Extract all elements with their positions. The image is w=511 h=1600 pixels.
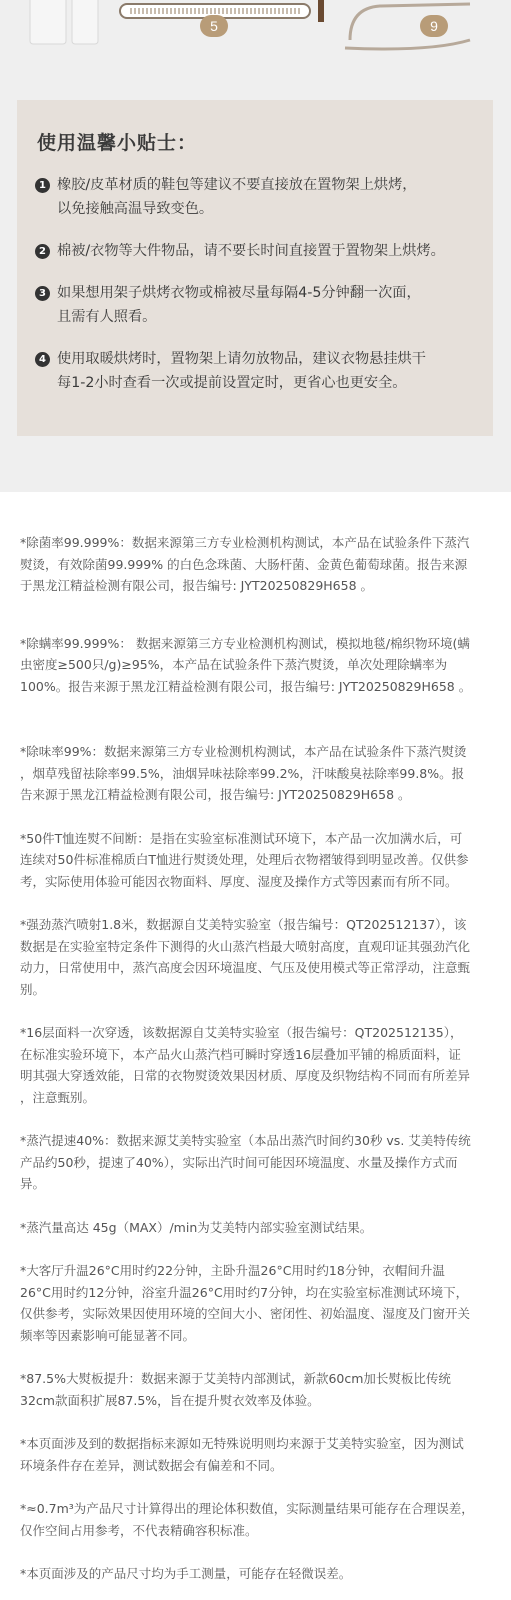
disclaimer-note-line: 明其强大穿透效能，日常的衣物熨烫效果因材质、厚度及织物结构不同而有所差异 xyxy=(20,1068,471,1083)
disclaimer-note-line: *本页面涉及到的数据指标来源如无特殊说明则均来源于艾美特实验室，因为测试 xyxy=(20,1436,464,1451)
disclaimer-note-line: 数据是在实验室特定条件下测得的火山蒸汽档最大喷射高度，直观印证其强劲汽化 xyxy=(20,938,471,954)
disclaimer-note xyxy=(20,1260,491,1346)
curved-rack xyxy=(350,4,470,40)
disclaimer-notes xyxy=(0,492,511,1585)
disclaimer-note-line: 异。 xyxy=(20,1176,46,1191)
disclaimer-note-line: 虫密度≥500只/g)≥95%，本产品在试验条件下蒸汽熨烫，单次处理除螨率为 xyxy=(20,657,448,672)
product-box-left-2 xyxy=(72,0,98,44)
disclaimer-note-line: ，注意甄别。 xyxy=(20,1089,96,1105)
disclaimer-note-line: ，烟草残留祛除率99.5%，油烟异味祛除率99.2%，汗味酸臭祛除率99.8%。报 xyxy=(20,765,465,781)
disclaimer-note-line: 熨烫，有效除菌99.999% 的白色念珠菌、大肠杆菌、金黄色葡萄球菌。报告来源 xyxy=(20,556,468,572)
tip-number-badge: 1 xyxy=(35,178,50,193)
tip-text-line: 如果想用架子烘烤衣物或棉被尽量每隔4-5分钟翻一次面， xyxy=(57,285,421,301)
tip-number-badge: 2 xyxy=(35,244,50,259)
disclaimer-note xyxy=(20,741,491,806)
tip-number-badge: 4 xyxy=(35,352,50,367)
product-box-left xyxy=(30,0,66,44)
disclaimer-note-line: 频率等因素影响可能显著不同。 xyxy=(20,1327,196,1343)
tip-item xyxy=(35,347,473,395)
disclaimer-note-line: *本页面涉及的产品尺寸均为手工测量，可能存在轻微误差。 xyxy=(20,1566,352,1581)
disclaimer-note-line: 26°C用时约12分钟，浴室升温26°C用时约7分钟，均在实验室标准测试环境下， xyxy=(20,1284,469,1300)
product-thumbnail-strip xyxy=(0,0,511,60)
disclaimer-note-line: 告来源于黑龙江精益检测有限公司，报告编号: JYT20250829H658 。 xyxy=(20,787,411,802)
tip-item xyxy=(35,239,473,263)
tip-text-line: 且需有人照看。 xyxy=(57,309,157,325)
disclaimer-note-line: *50件T恤连熨不间断：是指在实验室标准测试环境下，本产品一次加满水后，可 xyxy=(20,830,463,846)
tips-list xyxy=(35,173,473,395)
disclaimer-note-line: *蒸汽提速40%：数据来源艾美特实验室（本品出蒸汽时间约30秒 vs. 艾美特传统 xyxy=(20,1133,471,1148)
tips-section xyxy=(0,0,511,492)
disclaimer-note xyxy=(20,1498,491,1541)
tip-item xyxy=(35,173,473,221)
tip-text-line: 棉被/衣物等大件物品，请不要长时间直接置于置物架上烘烤。 xyxy=(57,243,445,259)
disclaimer-note xyxy=(20,1433,491,1476)
tip-text-line: 以免接触高温导致变色。 xyxy=(57,201,214,217)
disclaimer-note-line: 连续对50件标准棉质白T恤进行熨烫处理，处理后衣物褶皱得到明显改善。仅供参 xyxy=(20,852,469,867)
disclaimer-note-line: 在标准实验环境下，本产品火山蒸汽档可瞬时穿透16层叠加平铺的棉质面料，证 xyxy=(20,1046,461,1062)
disclaimer-note-line: 32cm款面积扩展87.5%，旨在提升熨衣效率及体验。 xyxy=(20,1392,320,1408)
disclaimer-note xyxy=(20,1368,491,1411)
disclaimer-note-line: *16层面料一次穿透，该数据源自艾美特实验室（报告编号：QT202512135）， xyxy=(20,1025,463,1040)
disclaimer-note xyxy=(20,1217,491,1239)
badge-5-label: 5 xyxy=(210,18,218,34)
disclaimer-note-line: *87.5%大熨板提升：数据来源于艾美特内部测试，新款60cm加长熨板比传统 xyxy=(20,1371,451,1386)
tips-card xyxy=(17,100,493,436)
disclaimer-note-line: *除味率99%：数据来源第三方专业检测机构测试，本产品在试验条件下蒸汽熨烫 xyxy=(20,744,467,759)
tip-item xyxy=(35,281,473,329)
disclaimer-note-line: *蒸汽量高达 45g（MAX）/min为艾美特内部实验室测试结果。 xyxy=(20,1219,373,1235)
disclaimer-note xyxy=(20,914,491,1000)
tip-text-line: 使用取暖烘烤时，置物架上请勿放物品，建议衣物悬挂烘干 xyxy=(57,351,426,367)
disclaimer-note-line: *大客厅升温26°C用时约22分钟，主卧升温26°C用时约18分钟，衣帽间升温 xyxy=(20,1263,445,1278)
disclaimer-note-line: *除菌率99.999%：数据来源第三方专业检测机构测试，本产品在试验条件下蒸汽 xyxy=(20,535,470,550)
disclaimer-note-line: 考，实际使用体验可能因衣物面料、厚度、湿度及操作方式等因素而有所不同。 xyxy=(20,873,458,889)
disclaimer-note xyxy=(20,1130,491,1195)
disclaimer-note-line: *除螨率99.999%： 数据来源第三方专业检测机构测试，模拟地毯/棉织物环境(螨 xyxy=(20,635,470,651)
disclaimer-note xyxy=(20,532,491,597)
disclaimer-note xyxy=(20,1563,491,1585)
disclaimer-note-line: 环境条件存在差异，测试数据会有偏差和不同。 xyxy=(20,1457,283,1473)
disclaimer-note xyxy=(20,633,491,698)
disclaimer-note-line: 仅供参考，实际效果因使用环境的空间大小、密闭性、初始温度、湿度及门窗开关 xyxy=(20,1306,471,1321)
disclaimer-note-line: 100%。报告来源于黑龙江精益检测有限公司，报告编号: JYT20250829H658 。 xyxy=(20,678,472,694)
disclaimer-note-line: 动力，日常使用中，蒸汽高度会因环境温度、气压及使用模式等正常浮动，注意甄 xyxy=(20,960,471,975)
tips-title: 使用温馨小贴士： xyxy=(37,132,198,154)
tip-text-line: 每1-2小时查看一次或提前设置定时，更省心也更安全。 xyxy=(57,375,407,391)
tip-text-line: 橡胶/皮革材质的鞋包等建议不要直接放在置物架上烘烤， xyxy=(57,177,417,193)
disclaimer-note-line: 于黑龙江精益检测有限公司，报告编号: JYT20250829H658 。 xyxy=(20,578,373,593)
disclaimer-note xyxy=(20,1022,491,1108)
disclaimer-note-line: 仅作空间占用参考，不代表精确容积标准。 xyxy=(20,1522,258,1538)
disclaimer-note-line: *≈0.7m³为产品尺寸计算得出的理论体积数值，实际测量结果可能存在合理误差， xyxy=(20,1501,474,1516)
disclaimer-note-line: 产品约50秒，提速了40%），实际出汽时间可能因环境温度、水量及操作方式而 xyxy=(20,1154,458,1170)
disclaimer-note-line: 别。 xyxy=(20,981,46,997)
disclaimer-note-line: *强劲蒸汽喷射1.8米，数据源自艾美特实验室（报告编号：QT202512137），该 xyxy=(20,917,467,932)
tip-number-badge: 3 xyxy=(35,286,50,301)
disclaimer-note xyxy=(20,828,491,893)
badge-9-label: 9 xyxy=(430,18,438,34)
